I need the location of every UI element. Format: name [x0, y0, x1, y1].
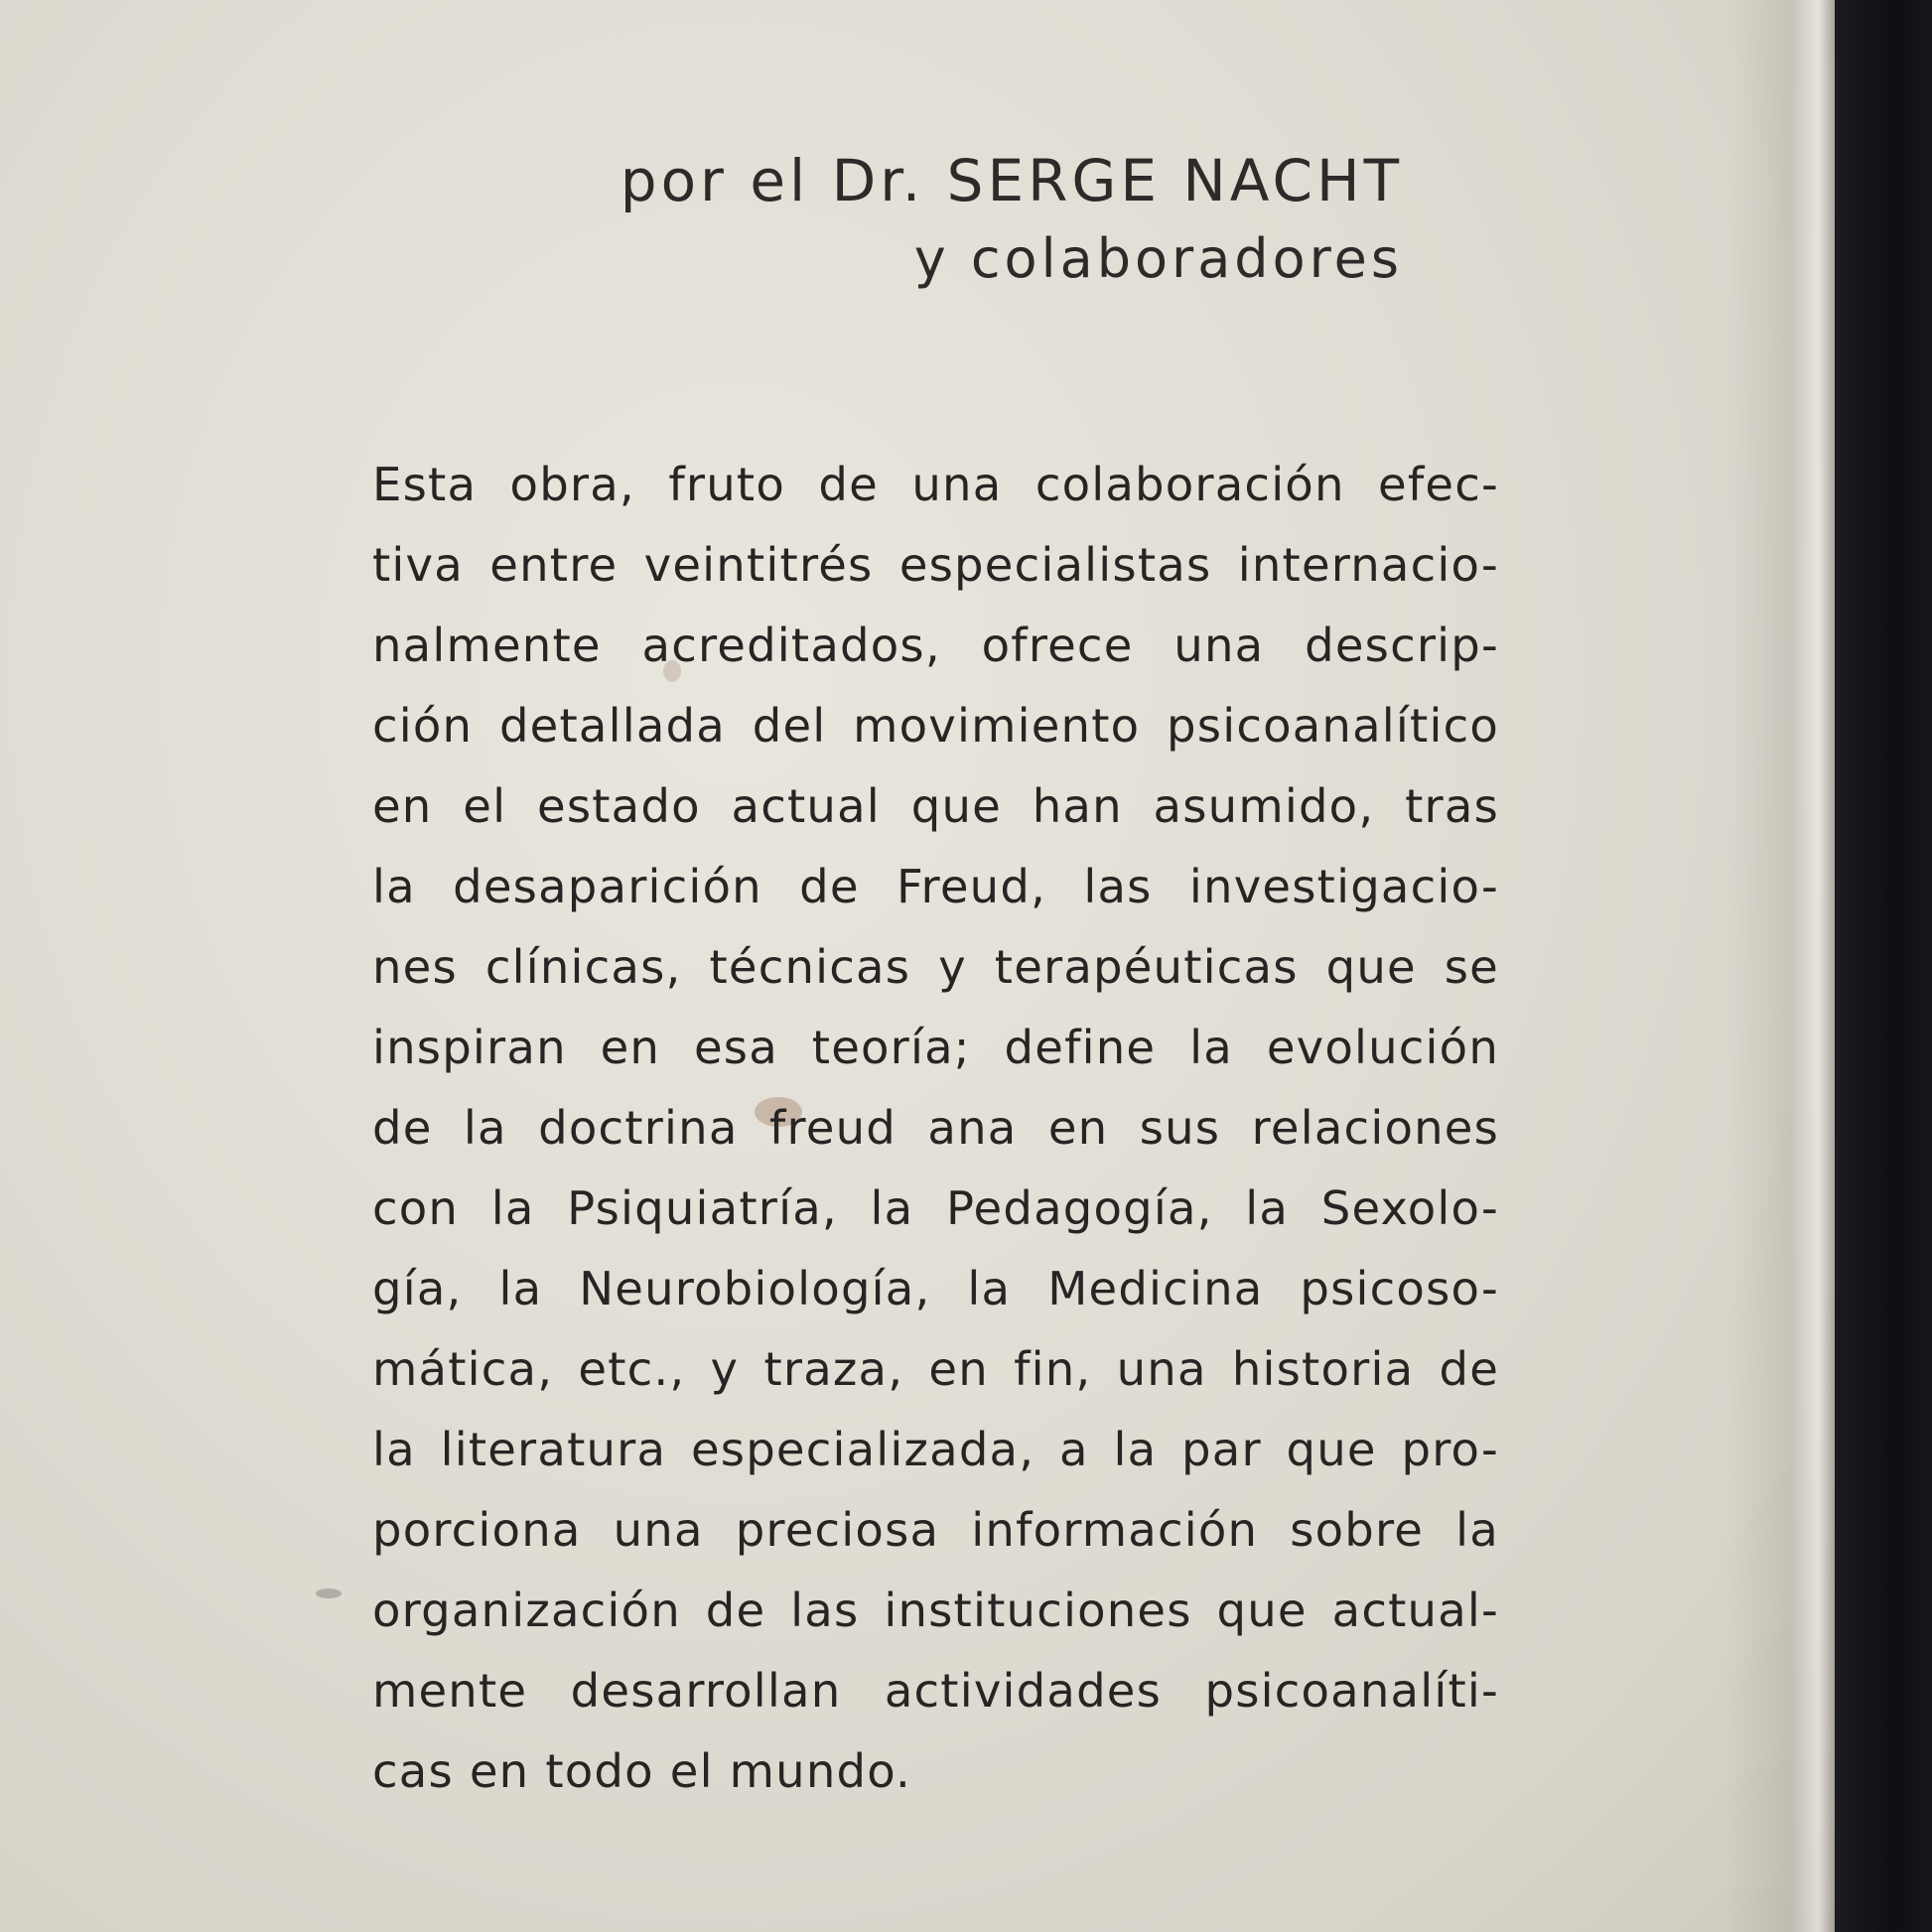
description-line: Esta obra, fruto de una colaboración efec- [372, 458, 1499, 511]
book-description [372, 445, 1499, 1812]
description-line: nalmente acreditados, ofrece una descrip- [372, 619, 1499, 672]
author-block [621, 144, 1403, 301]
description-line: cas en todo el mundo. [372, 1744, 912, 1798]
description-line: tiva entre veintitrés especialistas internacio- [372, 538, 1499, 592]
description-line: gía, la Neurobiología, la Medicina psicoso- [372, 1262, 1499, 1315]
stain-mark [316, 1588, 342, 1598]
description-line: ción detallada del movimiento psicoanalítico [372, 699, 1499, 753]
author-collaborators: y colaboradores [913, 227, 1403, 290]
description-line: de la doctrina freud ana en sus relaciones [372, 1101, 1499, 1155]
description-line: con la Psiquiatría, la Pedagogía, la Sexolo- [372, 1181, 1499, 1235]
book-spine [1835, 0, 1932, 1932]
description-line: organización de las instituciones que actual- [372, 1584, 1499, 1637]
description-line: nes clínicas, técnicas y terapéuticas que se [372, 940, 1499, 994]
description-line: mente desarrollan actividades psicoanalíti- [372, 1664, 1499, 1718]
description-line: en el estado actual que han asumido, tras [372, 779, 1499, 833]
description-line: la literatura especializada, a la par que pro- [372, 1423, 1499, 1476]
author-name: por el Dr. SERGE NACHT [620, 147, 1403, 214]
description-line: la desaparición de Freud, las investigacio- [372, 860, 1499, 913]
description-line: porciona una preciosa información sobre la [372, 1503, 1499, 1557]
description-line: inspiran en esa teoría; define la evolución [372, 1021, 1499, 1074]
description-line: mática, etc., y traza, en fin, una historia de [372, 1342, 1499, 1396]
